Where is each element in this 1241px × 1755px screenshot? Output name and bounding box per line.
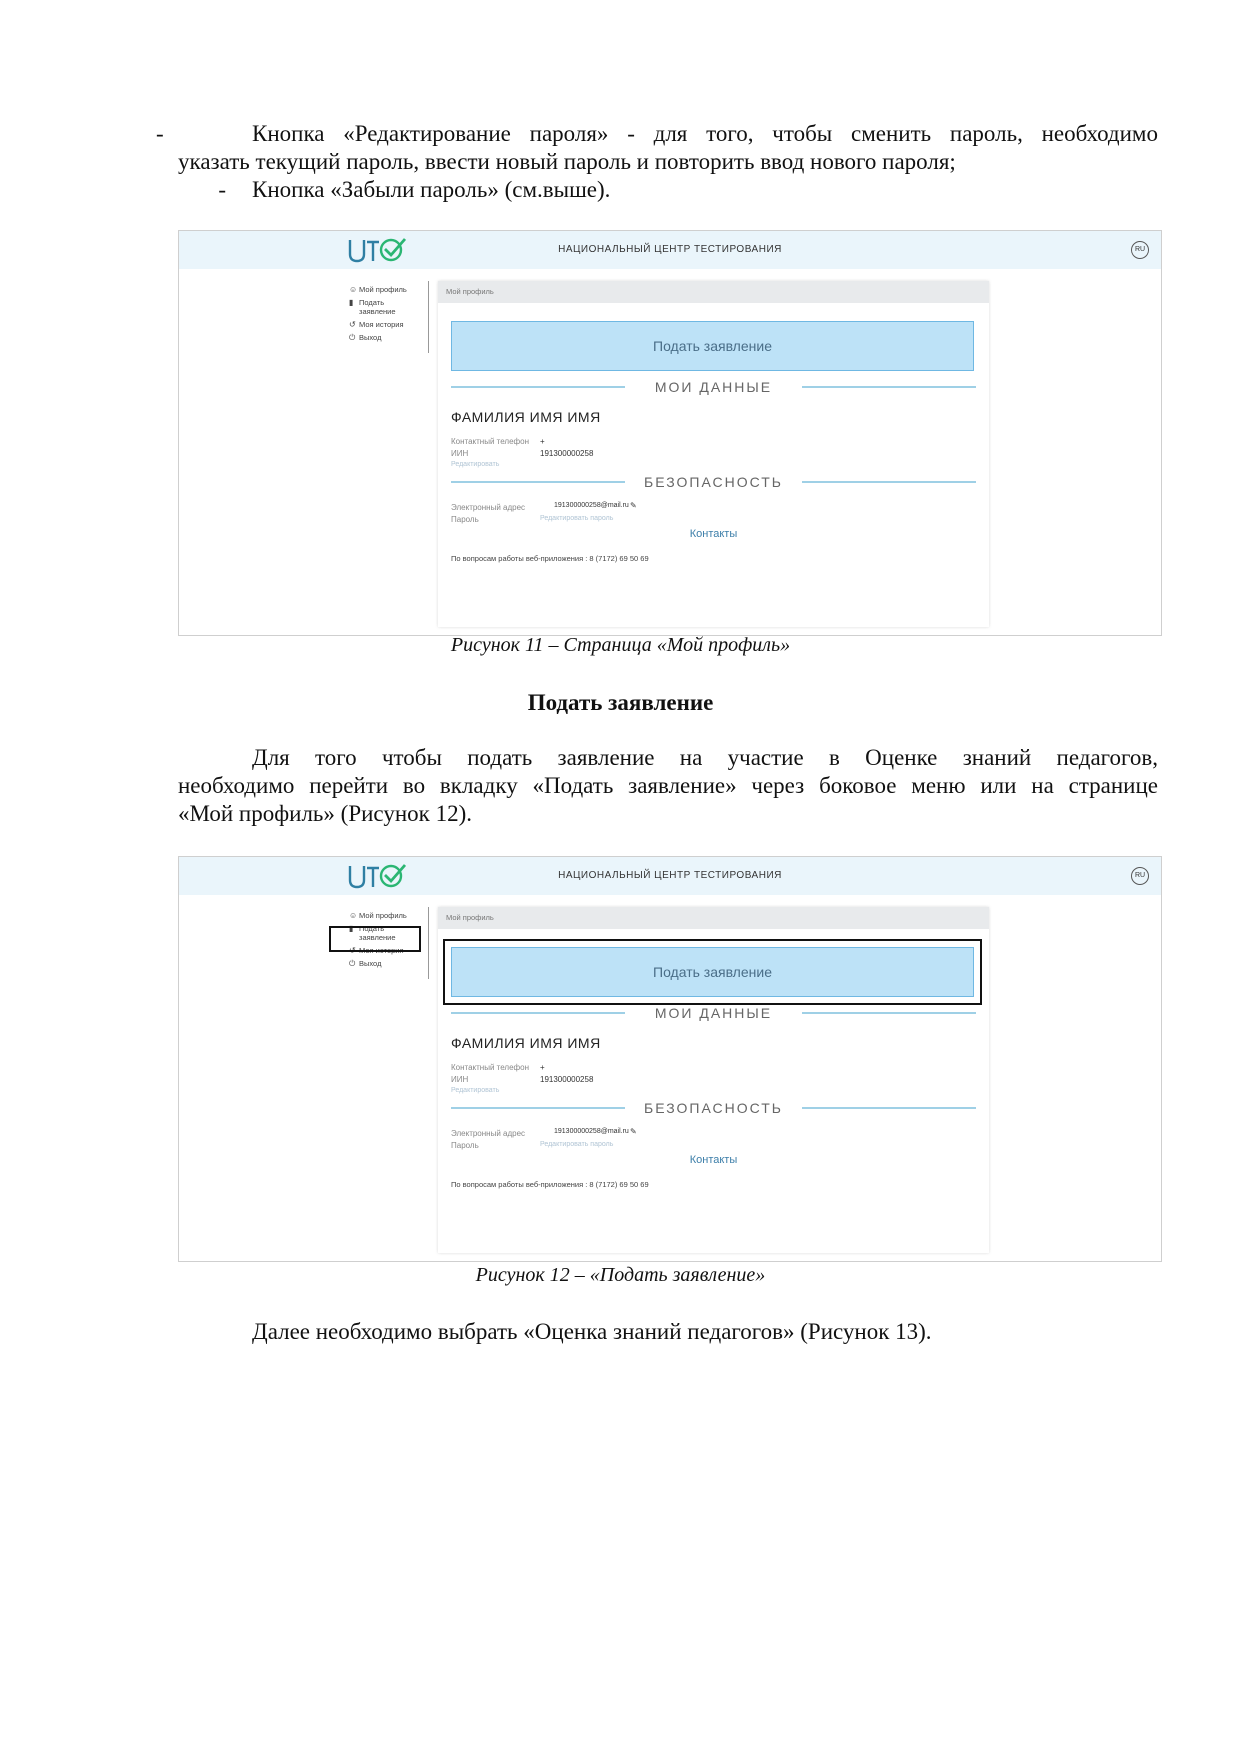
- phone-value: +: [540, 1063, 545, 1072]
- user-icon: ☺: [349, 911, 358, 920]
- support-footer: По вопросам работы веб-приложения : 8 (7172) 69 50 69: [451, 1180, 649, 1189]
- sidebar-highlight: [329, 926, 421, 952]
- section-my-data: МОИ ДАННЫЕ: [451, 1005, 976, 1021]
- screenshot-my-profile: [178, 230, 1162, 636]
- sidebar-item-profile[interactable]: ☺ Мой профиль: [349, 911, 407, 920]
- breadcrumb: Мой профиль: [438, 281, 989, 303]
- edit-link[interactable]: Редактировать: [451, 1087, 500, 1094]
- full-name: ФАМИЛИЯ ИМЯ ИМЯ: [451, 1035, 601, 1051]
- bullet-line: Кнопка «Редактирование пароля» - для того, чтобы сменить пароль, необходимо: [252, 121, 1158, 146]
- email-value: 191300000258@mail.ru: [554, 502, 629, 509]
- sidebar-item-logout[interactable]: ⏻ Выход: [349, 333, 382, 342]
- iin-label: ИИН: [451, 1075, 469, 1084]
- history-icon: ↺: [349, 946, 356, 955]
- paragraph-apply-line3: «Мой профиль» (Рисунок 12).: [178, 801, 472, 826]
- phone-label: Контактный телефон: [451, 1063, 529, 1072]
- sidebar-item-profile[interactable]: ☺ Мой профиль: [349, 285, 407, 294]
- paragraph-next-step: Далее необходимо выбрать «Оценка знаний педагогов» (Рисунок 13).: [252, 1319, 932, 1344]
- language-switch[interactable]: RU: [1131, 241, 1149, 259]
- full-name: ФАМИЛИЯ ИМЯ ИМЯ: [451, 409, 601, 425]
- document-icon: ▮: [349, 298, 354, 307]
- iin-label: ИИН: [451, 449, 469, 458]
- email-label: Электронный адрес: [451, 503, 526, 512]
- contacts-link[interactable]: Контакты: [689, 1154, 738, 1166]
- profile-card: [438, 281, 989, 627]
- document-icon: ▮: [349, 924, 354, 933]
- password-edit-link[interactable]: Редактировать пароль: [540, 515, 614, 522]
- email-value: 191300000258@mail.ru: [554, 1128, 629, 1135]
- support-footer: По вопросам работы веб-приложения : 8 (7172) 69 50 69: [451, 554, 649, 563]
- language-switch[interactable]: RU: [1131, 867, 1149, 885]
- iin-value: 191300000258: [540, 449, 594, 458]
- sidebar: [349, 285, 429, 346]
- power-icon: ⏻: [349, 959, 356, 968]
- apply-button[interactable]: Подать заявление: [451, 321, 974, 371]
- edit-link[interactable]: Редактировать: [451, 461, 500, 468]
- bullet-password-edit-cont: указать текущий пароль, ввести новый пароль и повторить ввод нового пароля;: [178, 149, 956, 174]
- bullet-forgot-password: [178, 176, 1158, 204]
- bullet-line: Кнопка «Забыли пароль» (см.выше).: [252, 177, 611, 202]
- bullet-dash: -: [218, 177, 226, 202]
- paragraph-apply-line2: необходимо перейти во вкладку «Подать заявление» через боковое меню или на странице: [178, 773, 1158, 798]
- contacts-link[interactable]: Контакты: [689, 528, 738, 540]
- figure-12-caption: Рисунок 12 – «Подать заявление»: [475, 1264, 766, 1286]
- sidebar-item-history[interactable]: ↺ Моя история: [349, 946, 404, 955]
- sidebar-divider: [428, 907, 429, 979]
- bullet-dash: -: [156, 121, 164, 146]
- power-icon: ⏻: [349, 333, 356, 342]
- password-edit-link[interactable]: Редактировать пароль: [540, 1141, 614, 1148]
- edit-icon[interactable]: ✎: [630, 1127, 637, 1136]
- sidebar-item-history[interactable]: ↺ Моя история: [349, 320, 404, 329]
- edit-icon[interactable]: ✎: [630, 501, 637, 510]
- iin-value: 191300000258: [540, 1075, 594, 1084]
- figure-11-caption: Рисунок 11 – Страница «Мой профиль»: [450, 634, 791, 656]
- site-title: НАЦИОНАЛЬНЫЙ ЦЕНТР ТЕСТИРОВАНИЯ: [558, 870, 782, 881]
- breadcrumb: Мой профиль: [438, 907, 989, 929]
- password-label: Пароль: [451, 515, 479, 524]
- password-label: Пароль: [451, 1141, 479, 1150]
- sidebar-item-apply[interactable]: ▮ Подать заявление: [349, 298, 396, 316]
- screenshot-apply: [178, 856, 1162, 1262]
- apply-button[interactable]: Подать заявление: [451, 947, 974, 997]
- section-security: БЕЗОПАСНОСТЬ: [451, 1100, 976, 1116]
- site-title: НАЦИОНАЛЬНЫЙ ЦЕНТР ТЕСТИРОВАНИЯ: [558, 244, 782, 255]
- history-icon: ↺: [349, 320, 356, 329]
- sidebar-item-logout[interactable]: ⏻ Выход: [349, 959, 382, 968]
- profile-card: [438, 907, 989, 1253]
- sidebar-divider: [428, 281, 429, 353]
- user-icon: ☺: [349, 285, 358, 294]
- email-label: Электронный адрес: [451, 1129, 526, 1138]
- phone-label: Контактный телефон: [451, 437, 529, 446]
- section-my-data: МОИ ДАННЫЕ: [451, 379, 976, 395]
- section-heading: Подать заявление: [527, 690, 714, 715]
- section-security: БЕЗОПАСНОСТЬ: [451, 474, 976, 490]
- phone-value: +: [540, 437, 545, 446]
- sidebar-item-apply[interactable]: ▮ Подать заявление: [349, 924, 396, 942]
- bullet-password-edit: [156, 120, 1158, 148]
- paragraph-apply-line1: Для того чтобы подать заявление на участие в Оценке знаний педагогов,: [252, 745, 1158, 770]
